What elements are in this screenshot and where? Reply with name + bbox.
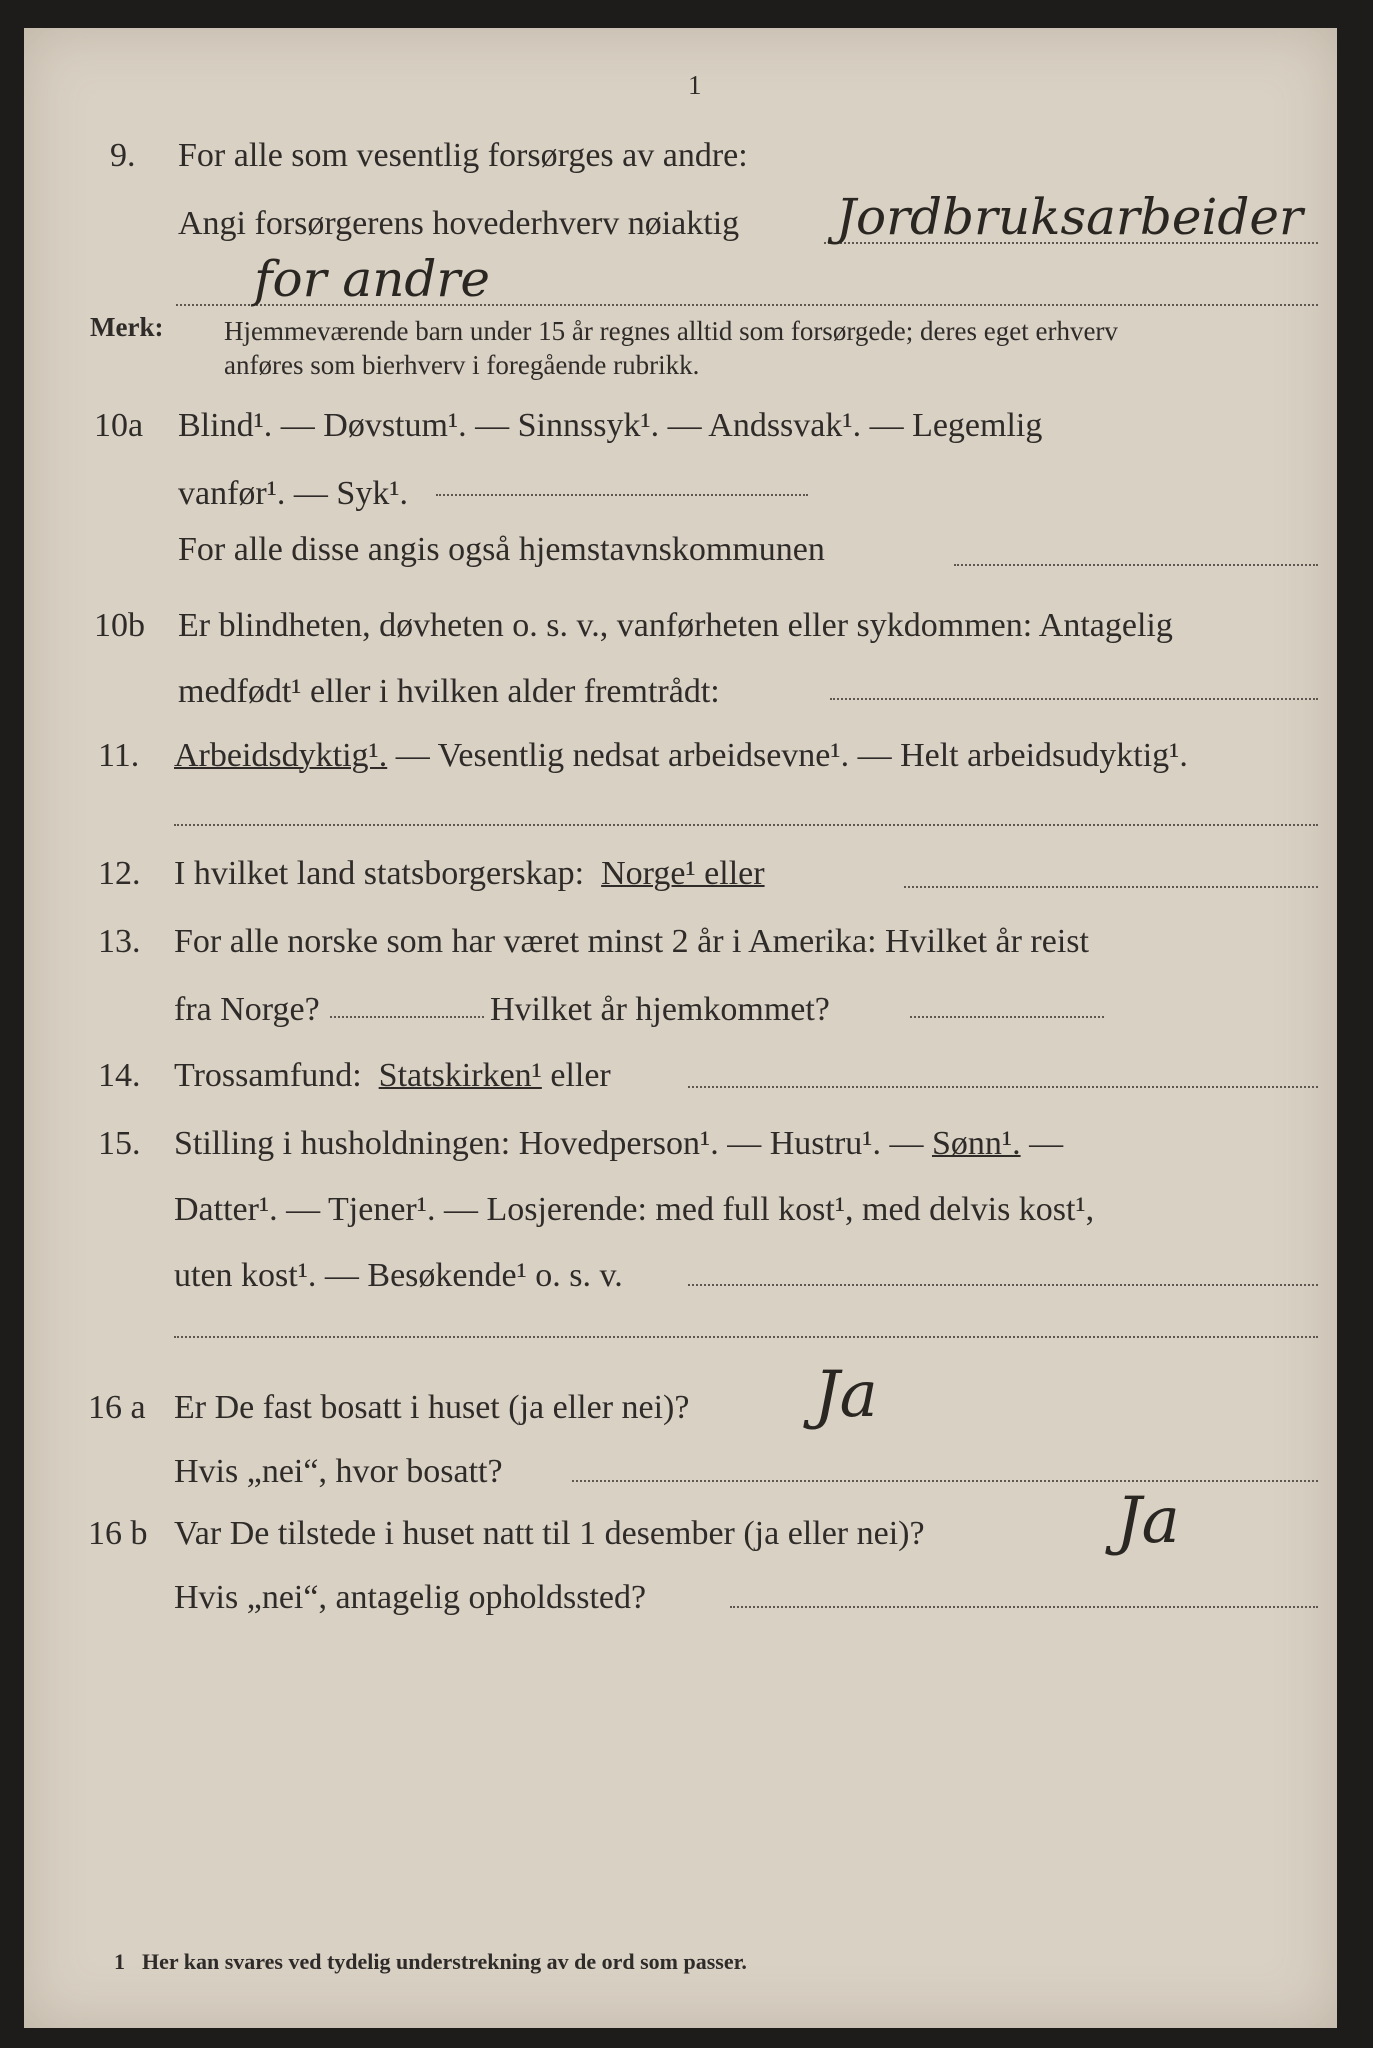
q9-line1: For alle som vesentlig forsørges av andre: [178, 137, 748, 174]
footnote-text: Her kan svares ved tydelig understrekning av de ord som passer. [142, 1949, 747, 1974]
q14-number: 14. [98, 1057, 141, 1094]
q16b-line2: Hvis „nei“, antagelig opholdssted? [174, 1579, 647, 1616]
q16b-line1: Var De tilstede i huset natt til 1 desember (ja eller nei)? [174, 1515, 925, 1552]
q10a-line2: vanfør¹. — Syk¹. [178, 475, 409, 512]
q16a-line1: Er De fast bosatt i huset (ja eller nei)? [174, 1389, 690, 1426]
q10b-line2: medfødt¹ eller i hvilken alder fremtrådt: [178, 673, 720, 710]
q10a-answer-line [436, 494, 808, 496]
q10b-answer-line [830, 698, 1318, 700]
q15-line2: Datter¹. — Tjener¹. — Losjerende: med full kost¹, med delvis kost¹, [174, 1191, 1095, 1228]
q10a-line3: For alle disse angis også hjemstavnskommunen [178, 531, 825, 568]
q14-selected-answer: Statskirken¹ [378, 1057, 542, 1094]
q11-number: 11. [98, 737, 140, 774]
q11-text [174, 736, 1188, 776]
merk-label: Merk: [90, 312, 164, 342]
q15-line1 [174, 1124, 1063, 1164]
q16a-number: 16 a [88, 1389, 146, 1426]
q12-question: I hvilket land statsborgerskap: [174, 855, 585, 892]
q16a-answer-line [572, 1480, 1318, 1482]
q9-line2: Angi forsørgerens hovederhverv nøiaktig [178, 205, 740, 242]
q13-departure-year-line [330, 1016, 484, 1018]
q10b-line1: Er blindheten, døvheten o. s. v., vanførheten eller sykdommen: Antagelig [178, 607, 1173, 644]
footnote-mark: 1 [114, 1949, 125, 1974]
q16b-handwritten-answer: Ja [1116, 1484, 1180, 1558]
q11-answer-line [174, 824, 1318, 826]
q13-line1: For alle norske som har været minst 2 år i Amerika: Hvilket år reist [174, 923, 1089, 960]
q12-text [174, 854, 765, 894]
q10a-number: 10a [94, 407, 144, 444]
census-form-page [24, 28, 1337, 2028]
q9-handwritten-occupation: Jordbruksarbeider [836, 188, 1303, 246]
q14-text [174, 1056, 611, 1096]
q10a-line1: Blind¹. — Døvstum¹. — Sinnssyk¹. — Andssvak¹. — Legemlig [178, 407, 1043, 444]
q10b-number: 10b [94, 607, 145, 644]
q15-line3: uten kost¹. — Besøkende¹ o. s. v. [174, 1257, 623, 1294]
q16b-answer-line [730, 1606, 1318, 1608]
q12-selected-answer: Norge¹ eller [601, 855, 765, 892]
q12-answer-line [904, 886, 1318, 888]
q11-other-options: — Vesentlig nedsat arbeidsevne¹. — Helt arbeidsudyktig¹. [387, 737, 1188, 774]
q14-answer-line [688, 1086, 1318, 1088]
merk-line2: anføres som bierhverv i foregående rubrikk. [224, 350, 700, 380]
q15-line1-options: Stilling i husholdningen: Hovedperson¹. — Hustru¹. — [174, 1125, 924, 1162]
q14-or: eller [550, 1057, 611, 1094]
q9-handwritten-continuation: for andre [254, 250, 490, 308]
q15-number: 15. [98, 1125, 141, 1162]
q15-answer-line [688, 1284, 1318, 1286]
q13-line2a: fra Norge? [174, 991, 320, 1028]
q15-line1-dash: — [1029, 1125, 1064, 1162]
q10a-hometown-line [954, 564, 1318, 566]
merk-line1: Hjemmeværende barn under 15 år regnes alltid som forsørgede; deres eget erhverv [224, 316, 1118, 346]
q16a-line2: Hvis „nei“, hvor bosatt? [174, 1453, 503, 1490]
q9-number: 9. [110, 137, 136, 174]
q14-question: Trossamfund: [174, 1057, 362, 1094]
q15-selected-option: Sønn¹. [931, 1125, 1021, 1162]
q13-line2b: Hvilket år hjemkommet? [490, 991, 830, 1028]
q13-number: 13. [98, 923, 141, 960]
q11-selected-option: Arbeidsdyktig¹. [174, 737, 388, 774]
page-mark: 1 [688, 70, 702, 100]
q16a-handwritten-answer: Ja [814, 1358, 878, 1432]
q16b-number: 16 b [88, 1515, 148, 1552]
q13-return-year-line [910, 1016, 1104, 1018]
q15-answer-line2 [174, 1336, 1318, 1338]
q12-number: 12. [98, 855, 141, 892]
